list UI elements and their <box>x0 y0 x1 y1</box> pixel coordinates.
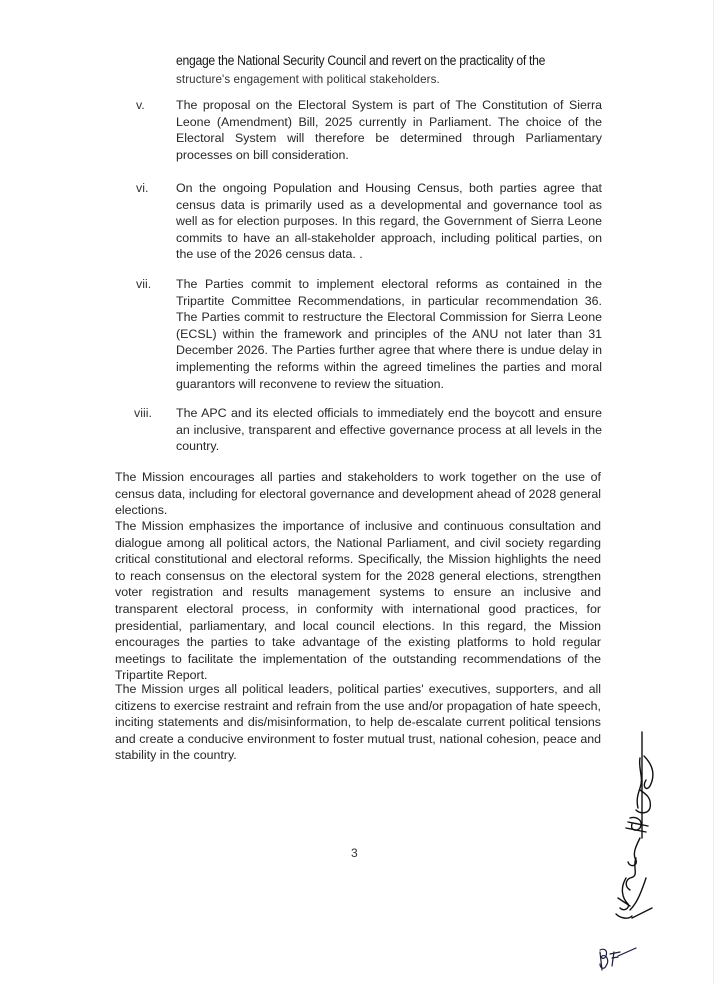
list-number: vii. <box>136 277 152 291</box>
continuation-line-2: structure's engagement with political stakeholders. <box>176 73 440 86</box>
list-number: v. <box>136 98 145 112</box>
paragraph-restraint: The Mission urges all political leaders, political parties' executives, supporters, and all citizens to exercise restraint and refrain from the use and/or propagation of hate speech, inciting statements and dis/misinformation, to help de-escalate current political tensions and create a conducive environment to foster mutual trust, national cohesion, peace and stability in the country. <box>115 682 601 763</box>
page-edge-divider <box>713 0 714 984</box>
list-text: The Parties commit to implement electoral reforms as contained in the Tripartite Committee Recommendations, in particular recommendation 36. The Parties commit to restructure the Electoral Commission for Sierra Leone (ECSL) within the framework and principles of the ANU not later than 31 December 2026. The Parties further agree that where there is undue delay in implementing the reforms within the agreed timelines the parties and moral guarantors will reconvene to review the situation. <box>176 277 602 391</box>
list-number: viii. <box>134 406 152 420</box>
continuation-line-1: engage the National Security Council and revert on the practicality of the <box>176 53 546 69</box>
initials-icon <box>596 944 644 974</box>
list-text: The proposal on the Electoral System is part of The Constitution of Sierra Leone (Amendment) Bill, 2025 currently in Parliament. The choice of the Electoral System will therefore be determined through Parliamentary processes on bill consideration. <box>176 98 602 162</box>
list-text: On the ongoing Population and Housing Census, both parties agree that census data is primarily used as a developmental and governance tool as well as for election purposes. In this regard, the Government of Sierra Leone commits to have an all-stakeholder approach, including political parties, on the use of the 2026 census data. . <box>176 181 602 262</box>
paragraph-census-data: The Mission encourages all parties and stakeholders to work together on the use of census data, including for electoral governance and development ahead of 2028 general elections. <box>115 470 601 518</box>
page-number: 3 <box>351 846 358 860</box>
list-text: The APC and its elected officials to immediately end the boycott and ensure an inclusive, transparent and effective governance process at all levels in the country. <box>176 406 602 454</box>
signature-icon <box>600 728 680 928</box>
paragraph-consultation: The Mission emphasizes the importance of inclusive and continuous consultation and dialogue among all political actors, the National Parliament, and civil society regarding critical constitutional and electoral reforms. Specifically, the Mission highlights the need to reach consensus on the electoral system for the 2028 general elections, strengthen voter registration and results management systems to ensure an inclusive and transparent electoral process, in conformity with international good practices, for presidential, parliamentary, and local council elections. In this regard, the Mission encourages the parties to take advantage of the existing platforms to hold regular meetings to facilitate the implementation of the outstanding recommendations of the Tripartite Report. <box>115 519 601 683</box>
list-number: vi. <box>136 181 149 195</box>
